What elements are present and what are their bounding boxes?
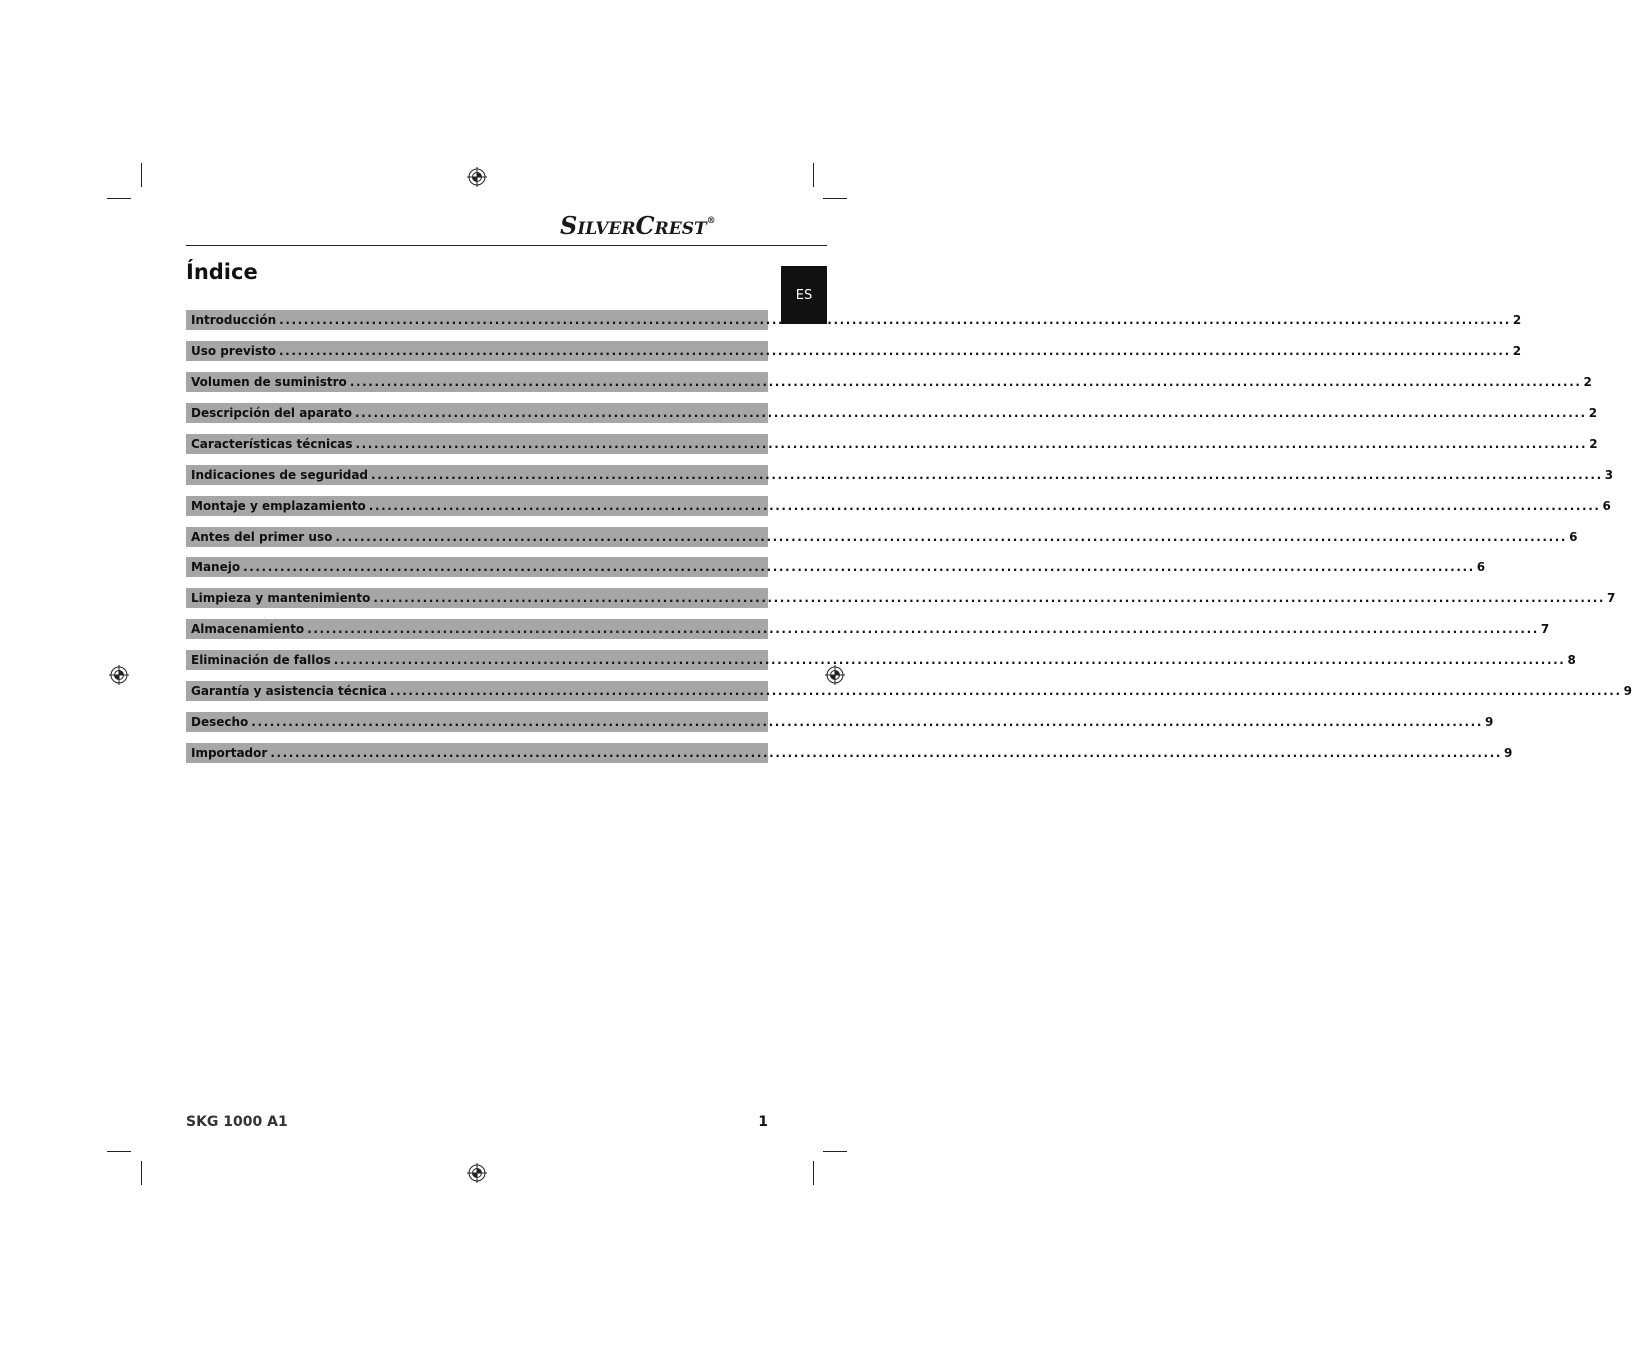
toc-entry-label: Desecho (191, 715, 249, 729)
toc-entry[interactable] (186, 557, 1486, 577)
toc-leader-dots: ........................................................................................................................................................................................................ (251, 715, 1483, 729)
toc-entry-label: Eliminación de fallos (191, 653, 331, 667)
toc-entry-page: 7 (1607, 591, 1616, 605)
toc-entry[interactable] (186, 434, 1598, 454)
toc-entry-page: 2 (1589, 437, 1598, 451)
toc-leader-dots: ........................................................................................................................................................................................................ (307, 622, 1539, 636)
toc-entry-page: 6 (1476, 560, 1486, 574)
toc-entry[interactable] (186, 403, 1598, 423)
toc-entry-label: Uso previsto (191, 344, 277, 358)
registration-mark-icon (467, 167, 487, 187)
crop-mark-bottom-right-horizontal (823, 1151, 847, 1152)
toc-entry-page: 7 (1540, 622, 1550, 636)
crop-mark-bottom-left-vertical (141, 1161, 142, 1185)
toc-leader-dots: ........................................................................................................................................................................................................ (373, 591, 1606, 605)
crop-mark-top-left-vertical (141, 163, 142, 187)
toc-entry-label: Volumen de suministro (191, 375, 347, 389)
toc-entry-label: Indicaciones de seguridad (191, 468, 369, 482)
toc-leader-dots: ........................................................................................................................................................................................................ (355, 437, 1588, 451)
crop-mark-top-right-horizontal (823, 198, 847, 199)
toc-entry-page: 2 (1588, 406, 1598, 420)
toc-entry-page: 9 (1504, 746, 1513, 760)
toc-entry-page: 2 (1512, 313, 1522, 327)
toc-entry-label: Introducción (191, 313, 277, 327)
registration-mark-icon (467, 1163, 487, 1183)
toc-entry-page: 6 (1602, 499, 1611, 513)
toc-entry-label: Almacenamiento (191, 622, 305, 636)
crop-mark-top-left-horizontal (107, 198, 131, 199)
toc-entry[interactable] (186, 619, 1550, 639)
toc-entry-page: 6 (1569, 530, 1578, 544)
toc-leader-dots: ........................................................................................................................................................................................................ (333, 653, 1566, 667)
toc-entry[interactable] (186, 465, 1614, 485)
toc-entry-label: Importador (191, 746, 268, 760)
registration-mark-icon (109, 665, 129, 685)
footer-page-number: 1 (758, 1114, 768, 1130)
toc-entry-label: Características técnicas (191, 437, 353, 451)
toc-entry[interactable] (186, 341, 1522, 361)
toc-leader-dots: ........................................................................................................................................................................................................ (349, 375, 1582, 389)
toc-leader-dots: ........................................................................................................................................................................................................ (371, 468, 1603, 482)
toc-leader-dots: ........................................................................................................................................................................................................ (335, 530, 1568, 544)
toc-entry[interactable] (186, 650, 1576, 670)
toc-entry-label: Antes del primer uso (191, 530, 333, 544)
toc-entry-page: 2 (1512, 344, 1522, 358)
toc-entry[interactable] (186, 310, 1522, 330)
toc-entry[interactable] (186, 496, 1611, 516)
page-title: Índice (186, 260, 258, 284)
toc-entry-label: Manejo (191, 560, 241, 574)
toc-leader-dots: ........................................................................................................................................................................................................ (354, 406, 1587, 420)
crop-mark-bottom-right-vertical (813, 1161, 814, 1185)
language-tab: ES (781, 266, 827, 324)
toc-leader-dots: ........................................................................................................................................................................................................ (389, 684, 1622, 698)
silvercrest-logo (560, 210, 768, 242)
toc-entry-label: Limpieza y mantenimiento (191, 591, 371, 605)
toc-entry[interactable] (186, 681, 1632, 701)
toc-leader-dots: ........................................................................................................................................................................................................ (270, 746, 1503, 760)
toc-entry[interactable] (186, 712, 1494, 732)
toc-entry-page: 2 (1583, 375, 1592, 389)
toc-leader-dots: ........................................................................................................................................................................................................ (368, 499, 1601, 513)
toc-entry-label: Descripción del aparato (191, 406, 352, 420)
toc-entry-page: 3 (1604, 468, 1614, 482)
toc-entry-page: 8 (1567, 653, 1576, 667)
registration-mark-icon (825, 665, 845, 685)
footer-model: SKG 1000 A1 (186, 1114, 288, 1130)
toc-entry[interactable] (186, 743, 1513, 763)
header-rule (186, 245, 827, 246)
toc-entry-page: 9 (1623, 684, 1632, 698)
toc-entry-page: 9 (1485, 715, 1494, 729)
toc-leader-dots: ........................................................................................................................................................................................................ (279, 313, 1511, 327)
crop-mark-bottom-left-horizontal (107, 1151, 131, 1152)
toc-leader-dots: ........................................................................................................................................................................................................ (243, 560, 1475, 574)
toc-entry-label: Montaje y emplazamiento (191, 499, 366, 513)
svg-text:SILVERCREST®: SILVERCREST® (560, 211, 716, 240)
toc-entry[interactable] (186, 527, 1578, 547)
crop-mark-top-right-vertical (813, 163, 814, 187)
toc-entry[interactable] (186, 588, 1616, 608)
toc-leader-dots: ........................................................................................................................................................................................................ (279, 344, 1511, 358)
toc-entry-label: Garantía y asistencia técnica (191, 684, 387, 698)
toc-entry[interactable] (186, 372, 1592, 392)
